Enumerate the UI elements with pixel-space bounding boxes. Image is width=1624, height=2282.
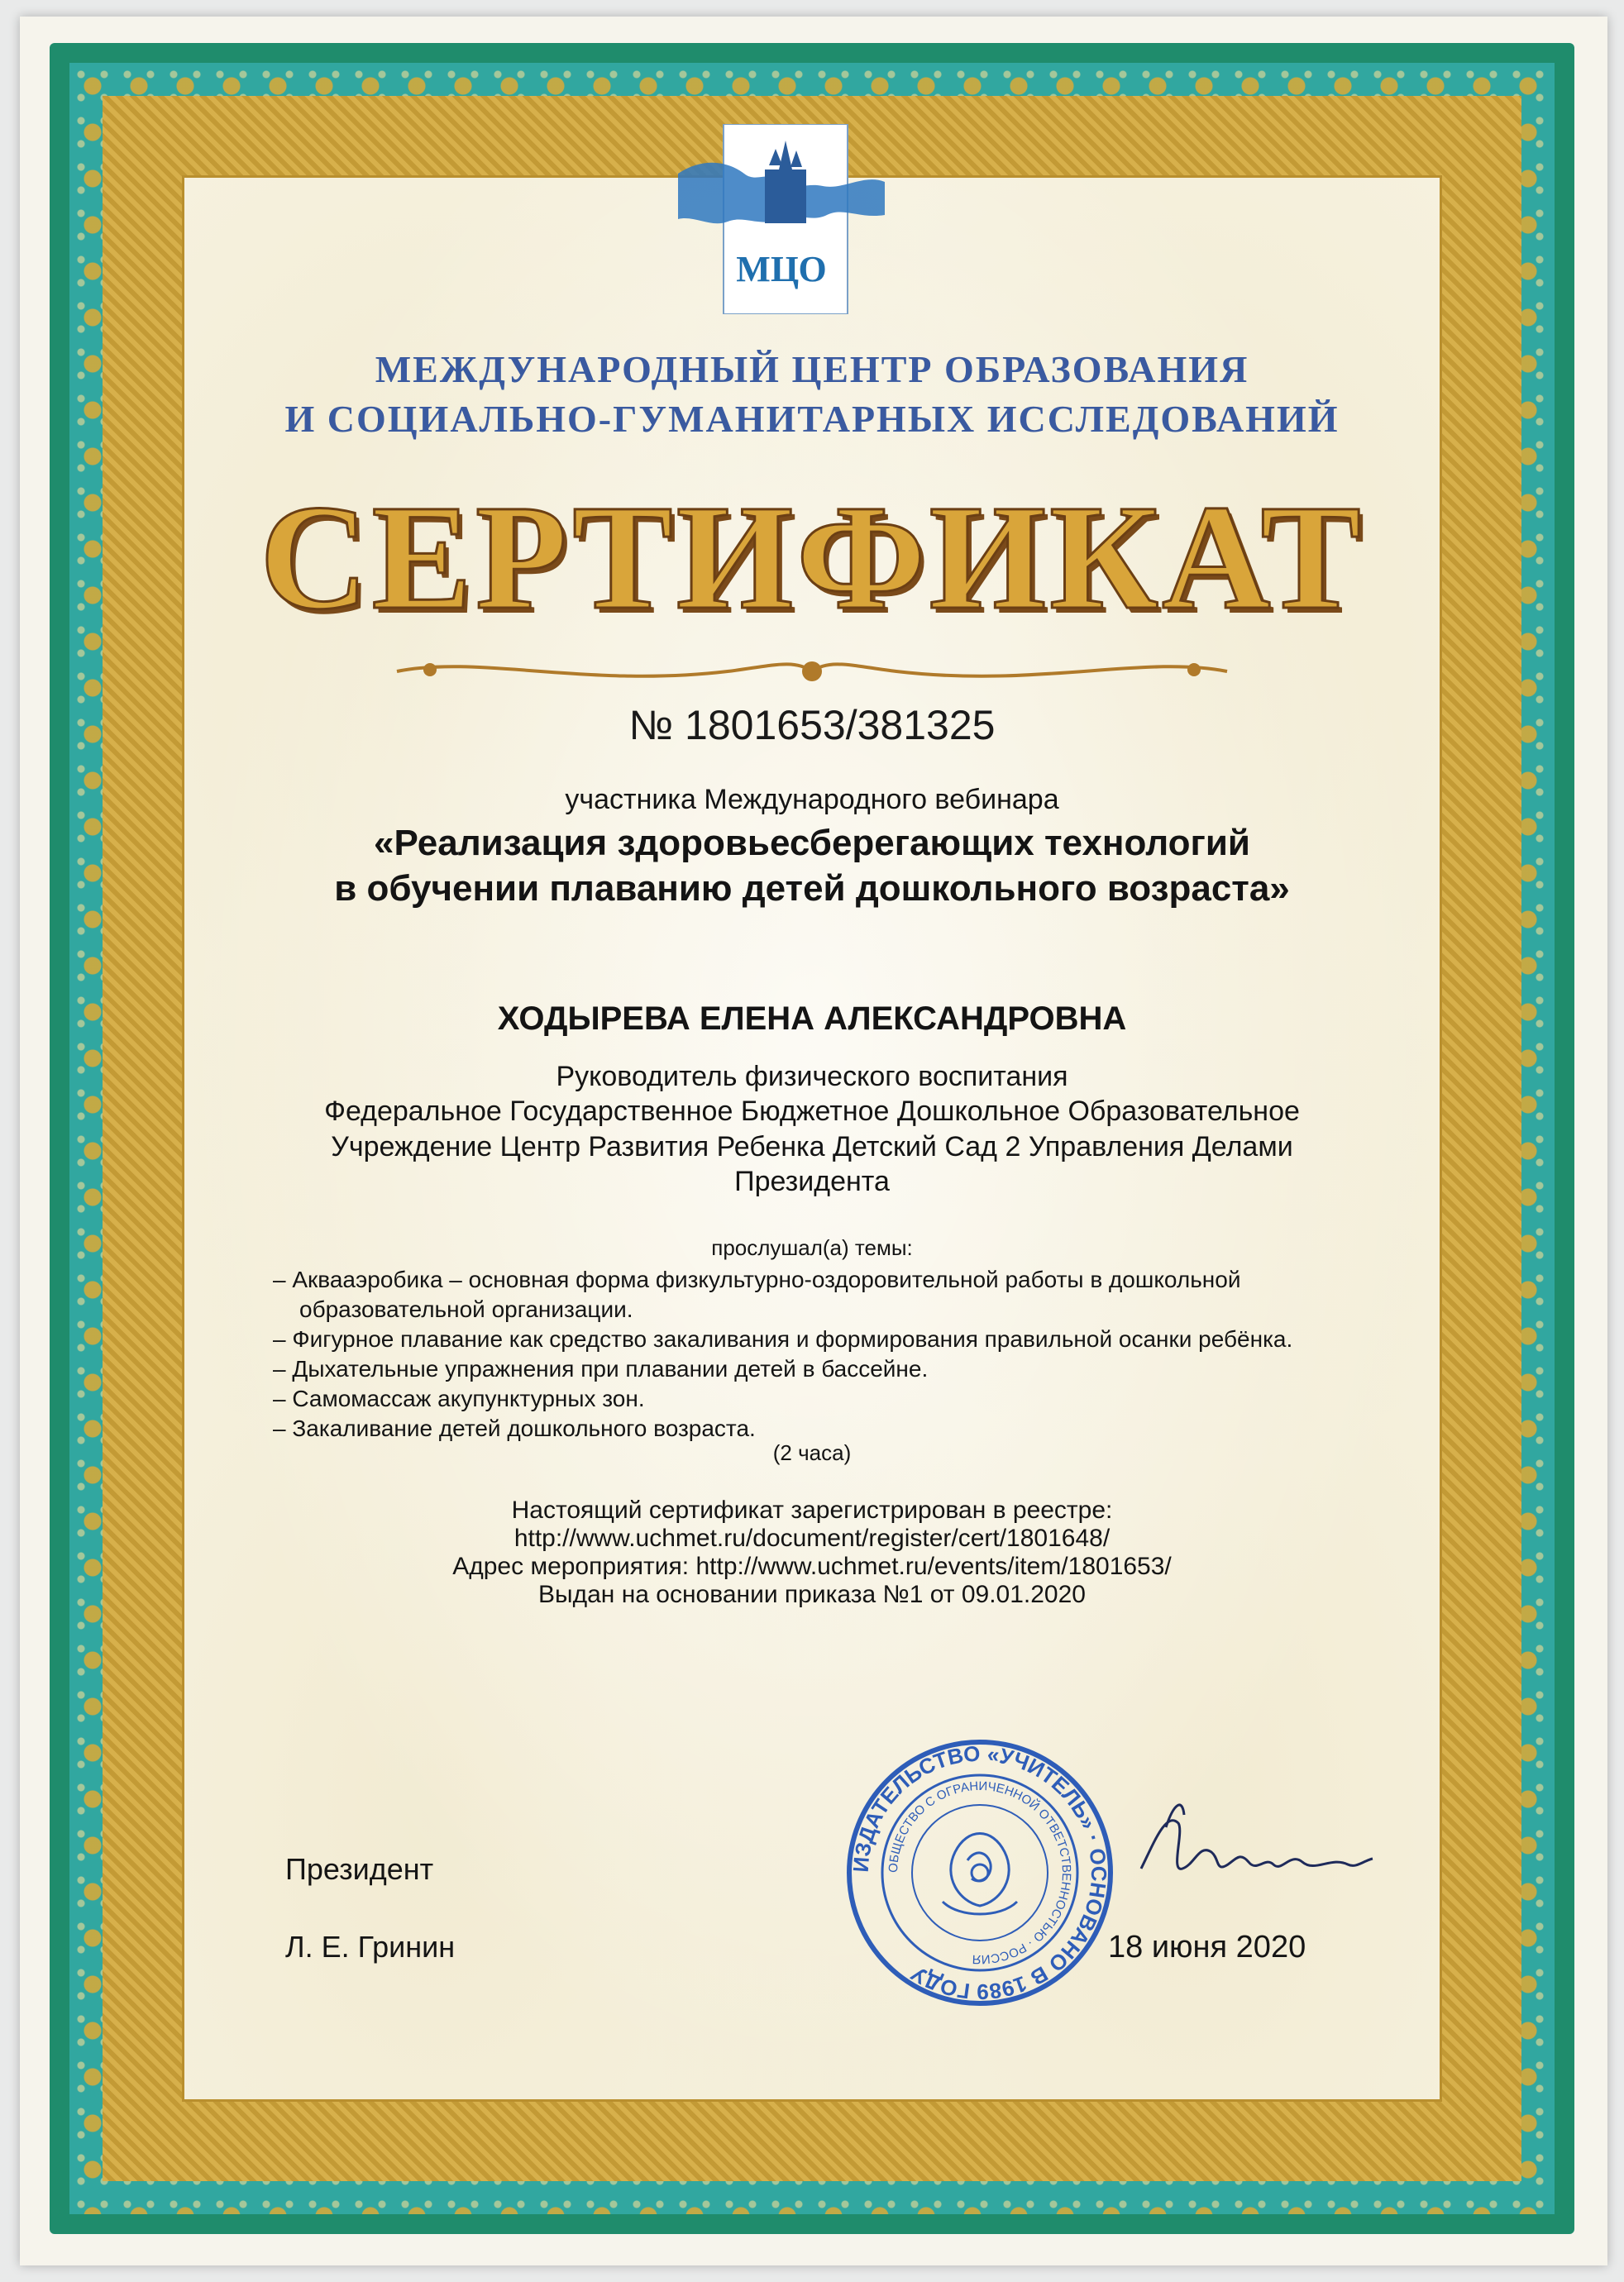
webinar-title-line2: в обучении плаванию детей дошкольного возраста» (334, 868, 1290, 909)
registration-line4: Выдан на основании приказа №1 от 09.01.2020 (538, 1581, 1086, 1608)
registration-line1: Настоящий сертификат зарегистрирован в реестре: (511, 1497, 1113, 1524)
registration-line2: http://www.uchmet.ru/document/register/cert/1801648/ (513, 1525, 1111, 1552)
stamp-seal-icon (843, 1736, 1116, 2009)
registration-line3: Адрес мероприятия: http://www.uchmet.ru/events/item/1801653/ (452, 1553, 1172, 1580)
organization-name-line2: И СОЦИАЛЬНО-ГУМАНИТАРНЫХ ИССЛЕДОВАНИЙ (284, 398, 1340, 440)
organization-logo (678, 124, 885, 314)
signatory-name: Л. Е. Гринин (285, 1930, 456, 1964)
svg-text:ОБЩЕСТВО С ОГРАНИЧЕННОЙ ОТВЕТС (886, 1779, 1073, 1966)
certificate-number: № 1801653/381325 (628, 702, 996, 748)
recipient-org-line1: Федеральное Государственное Бюджетное Дошкольное Образовательное (324, 1096, 1300, 1127)
participant-line: участника Международного вебинара (565, 784, 1059, 815)
recipient-position: Руководитель физического воспитания (556, 1061, 1068, 1092)
signatory-role: Президент (285, 1852, 434, 1886)
topics-hours: (2 часа) (772, 1440, 852, 1465)
logo-text: МЦО (736, 249, 827, 289)
recipient-name: ХОДЫРЕВА ЕЛЕНА АЛЕКСАНДРОВНА (497, 1000, 1127, 1037)
list-item: – Аквааэробика – основная форма физкультурно-оздоровительной работы в дошкольной образовательной организации. (273, 1267, 1241, 1322)
certificate-title: СЕРТИФИКАТ (260, 475, 1364, 641)
list-item: – Закаливание детей дошкольного возраста. (273, 1416, 756, 1441)
topics-heading: прослушал(а) темы: (711, 1235, 913, 1260)
issue-date: 18 июня 2020 (1108, 1930, 1306, 1965)
ornamental-divider-icon (380, 647, 1244, 696)
webinar-title-line1: «Реализация здоровьесберегающих технологий (374, 823, 1250, 863)
list-item: – Дыхательные упражнения при плавании детей в бассейне. (273, 1356, 929, 1382)
stamp-inner-text: ОБЩЕСТВО С ОГРАНИЧЕННОЙ ОТВЕТСТВЕННОСТЬЮ · РОССИЯ (886, 1778, 1074, 1967)
stamp-outer-text: ИЗДАТЕЛЬСТВО «УЧИТЕЛЬ» · ОСНОВАНО В 1989 ГОДУ (848, 1740, 1112, 2005)
list-item: – Самомассаж акупунктурных зон. (273, 1386, 645, 1411)
list-item: – Фигурное плавание как средство закаливания и формирования правильной осанки ребёнка. (273, 1326, 1293, 1352)
topics-list (273, 1265, 1381, 1444)
organization-name-line1: МЕЖДУНАРОДНЫЙ ЦЕНТР ОБРАЗОВАНИЯ (375, 348, 1249, 390)
official-stamp (843, 1736, 1116, 2009)
handwritten-signature-icon (1133, 1794, 1381, 1902)
recipient-org-line3: Президента (734, 1166, 890, 1197)
recipient-org-line2: Учреждение Центр Развития Ребенка Детский Сад 2 Управления Делами (331, 1131, 1293, 1162)
